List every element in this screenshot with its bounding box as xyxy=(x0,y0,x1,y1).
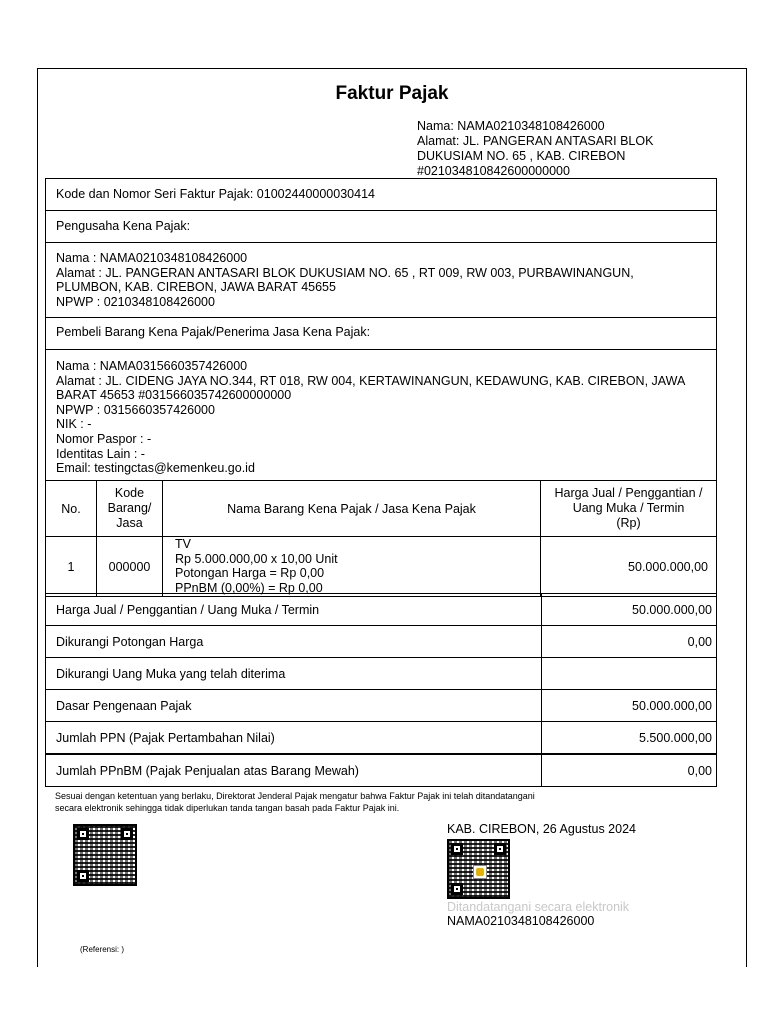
summary-row-dpp xyxy=(45,689,717,722)
item-no: 1 xyxy=(46,537,97,597)
seller-header xyxy=(417,119,653,179)
summary-value: 5.500.000,00 xyxy=(639,731,712,745)
header-harga: Harga Jual / Penggantian / Uang Muka / Termin (Rp) xyxy=(541,481,717,537)
items-header-row xyxy=(46,481,717,537)
header-kode: Kode Barang/ Jasa xyxy=(97,481,163,537)
buyer-email: Email: testingctas@kemenkeu.go.id xyxy=(56,461,255,476)
table-row xyxy=(46,537,717,597)
signature-logo-icon xyxy=(473,865,487,879)
item-nama: TV Rp 5.000.000,00 x 10,00 Unit Potongan Harga = Rp 0,00 PPnBM (0,00%) = Rp 0,00 xyxy=(163,537,541,597)
summary-label: Jumlah PPnBM (Pajak Penjualan atas Barang Mewah) xyxy=(56,764,359,778)
summary-value: 50.000.000,00 xyxy=(632,699,712,713)
item-harga: 50.000.000,00 xyxy=(541,537,717,597)
buyer-passport: Nomor Paspor : - xyxy=(56,431,152,446)
summary-value: 0,00 xyxy=(687,635,712,649)
summary-row-ppn xyxy=(45,721,717,754)
qr-code xyxy=(73,824,137,886)
seller-header-address-1: Alamat: JL. PANGERAN ANTASARI BLOK xyxy=(417,134,654,148)
buyer-name: Nama : NAMA0315660357426000 xyxy=(56,359,248,373)
reference: (Referensi: ) xyxy=(80,945,125,954)
buyer-npwp: NPWP : 0315660357426000 xyxy=(56,402,215,417)
seller-npwp: NPWP : 0210348108426000 xyxy=(56,294,215,309)
summary-label: Dasar Pengenaan Pajak xyxy=(56,699,192,713)
seller-address-1: Alamat : JL. PANGERAN ANTASARI BLOK DUKUSIAM NO. 65 , RT 009, RW 003, PURBAWINANGUN, xyxy=(56,265,634,280)
place-date: KAB. CIREBON, 26 Agustus 2024 xyxy=(447,822,636,836)
summary-row-potongan xyxy=(45,625,717,658)
seller-heading-row xyxy=(45,210,717,243)
invoice-page xyxy=(37,68,747,967)
summary-row-uang-muka xyxy=(45,657,717,690)
seller-details xyxy=(45,242,717,318)
electronic-sign-note: Sesuai dengan ketentuan yang berlaku, Direktorat Jenderal Pajak mengatur bahwa Faktur Pajak ini telah ditandatangani secara elektronik sehingga tidak diperlukan tanda tangan basah pada Faktur Pajak ini. xyxy=(55,791,535,813)
seller-header-name: Nama: NAMA0210348108426000 xyxy=(417,119,605,133)
seller-header-address-2: DUKUSIAM NO. 65 , KAB. CIREBON xyxy=(417,149,626,163)
seller-address-2: PLUMBON, KAB. CIREBON, JAWA BARAT 45655 xyxy=(56,280,336,295)
signer-name: NAMA0210348108426000 xyxy=(447,914,595,928)
serial-row xyxy=(45,178,717,211)
seller-header-id: #021034810842600000000 xyxy=(417,164,570,178)
buyer-heading-row xyxy=(45,317,717,350)
summary-label: Harga Jual / Penggantian / Uang Muka / Termin xyxy=(56,603,320,617)
items-table xyxy=(45,480,717,597)
summary-row-harga-jual xyxy=(45,593,717,626)
buyer-address-1: Alamat : JL. CIDENG JAYA NO.344, RT 018, RW 004, KERTAWINANGUN, KEDAWUNG, KAB. CIREBON, JAWA xyxy=(56,373,686,388)
seller-name: Nama : NAMA0210348108426000 xyxy=(56,251,248,265)
buyer-address-2: BARAT 45653 #031566035742600000000 xyxy=(56,388,292,403)
e-sign-text: Ditandatangani secara elektronik xyxy=(447,900,630,914)
buyer-other-id: Identitas Lain : - xyxy=(56,446,145,461)
signature-qr-code xyxy=(447,839,510,899)
header-no: No. xyxy=(46,481,97,537)
summary-label: Dikurangi Uang Muka yang telah diterima xyxy=(56,667,286,681)
buyer-details xyxy=(45,349,717,481)
document-title: Faktur Pajak xyxy=(335,83,449,104)
summary-row-ppnbm xyxy=(45,754,717,787)
serial-number: Kode dan Nomor Seri Faktur Pajak: 01002440000030414 xyxy=(56,187,375,201)
summary-label: Dikurangi Potongan Harga xyxy=(56,635,204,649)
seller-heading: Pengusaha Kena Pajak: xyxy=(56,219,191,233)
buyer-heading: Pembeli Barang Kena Pajak/Penerima Jasa Kena Pajak: xyxy=(56,325,371,339)
summary-value: 0,00 xyxy=(687,764,712,778)
buyer-nik: NIK : - xyxy=(56,417,92,432)
summary-value: 50.000.000,00 xyxy=(632,603,712,617)
item-kode: 000000 xyxy=(97,537,163,597)
header-nama: Nama Barang Kena Pajak / Jasa Kena Pajak xyxy=(163,481,541,537)
summary-label: Jumlah PPN (Pajak Pertambahan Nilai) xyxy=(56,731,275,745)
